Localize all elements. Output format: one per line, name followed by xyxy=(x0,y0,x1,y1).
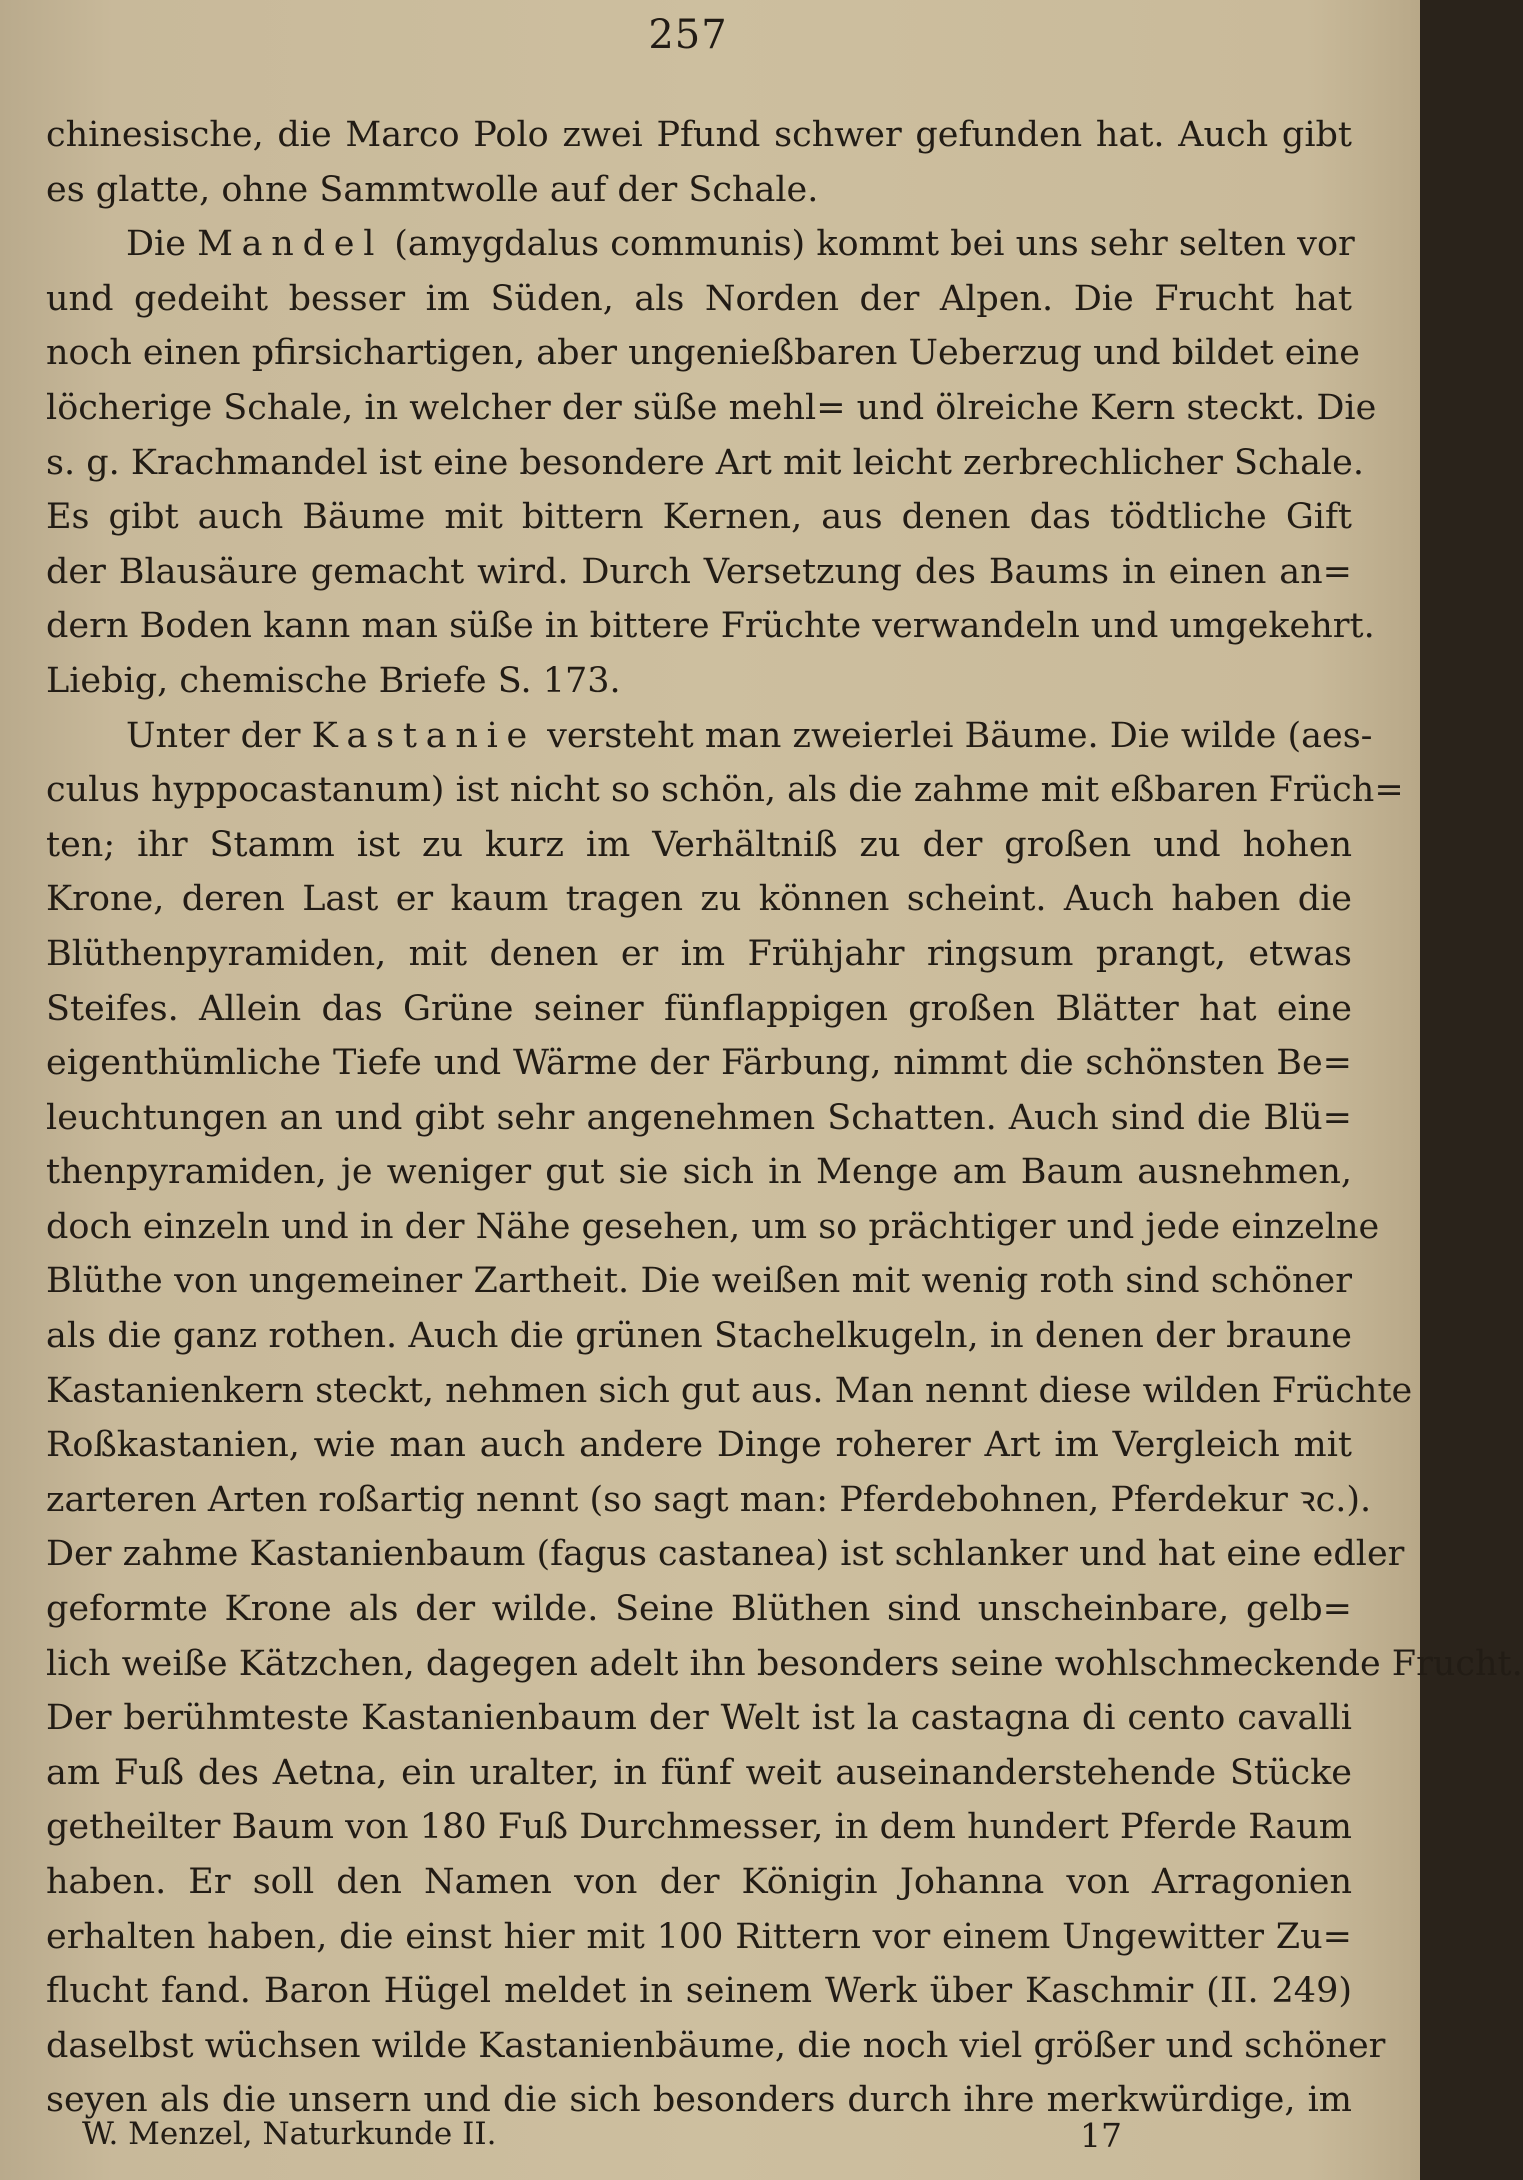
text-line xyxy=(46,163,1352,218)
text-line xyxy=(46,872,1352,927)
line-text: flucht fand. Baron Hügel meldet in seinem Werk über Kaschmir (II. 249) xyxy=(46,1971,1352,2012)
emphasized-term: Kastanie xyxy=(311,715,537,756)
text-line xyxy=(46,818,1352,873)
line-text: löcherige Schale, in welcher der süße mehl= und ölreiche Kern steckt. Die xyxy=(46,387,1377,428)
line-text: leuchtungen an und gibt sehr angenehmen Schatten. Auch sind die Blü= xyxy=(46,1097,1352,1138)
line-text: noch einen pfirsichartigen, aber ungenießbaren Ueberzug und bildet eine xyxy=(46,333,1360,374)
line-text: getheilter Baum von 180 Fuß Durchmesser, in dem hundert Pferde Raum xyxy=(46,1807,1352,1848)
text-line xyxy=(46,217,1355,272)
line-text: doch einzeln und in der Nähe gesehen, um so prächtiger und jede einzelne xyxy=(46,1206,1380,1247)
line-text: dern Boden kann man süße in bittere Früchte verwandeln und umgekehrt. xyxy=(46,606,1375,647)
line-text: haben. Er soll den Namen von der Königin Johanna von Arragonien xyxy=(46,1862,1352,1902)
text-line xyxy=(46,982,1352,1037)
text-line xyxy=(46,1910,1352,1965)
line-text: Blüthe von ungemeiner Zartheit. Die weißen mit wenig roth sind schöner xyxy=(46,1261,1352,1302)
line-text: erhalten haben, die einst hier mit 100 Rittern vor einem Ungewitter Zu= xyxy=(46,1916,1352,1957)
line-text: als die ganz rothen. Auch die grünen Stachelkugeln, in denen der braune xyxy=(46,1316,1352,1357)
line-text: es glatte, ohne Sammtwolle auf der Schale. xyxy=(46,169,819,210)
line-text: Roßkastanien, wie man auch andere Dinge roherer Art im Vergleich mit xyxy=(46,1425,1352,1466)
page-footer xyxy=(82,2116,1122,2155)
line-text: der Blausäure gemacht wird. Durch Versetzung des Baums in einen an= xyxy=(46,551,1352,592)
line-text: Blüthenpyramiden, mit denen er im Frühjahr ringsum prangt, etwas xyxy=(46,933,1352,974)
text-line xyxy=(46,1746,1352,1801)
text-line xyxy=(46,272,1352,327)
emphasized-term: Mandel xyxy=(197,224,384,265)
text-line xyxy=(46,654,1352,709)
line-text: Steifes. Allein das Grüne seiner fünflappigen großen Blätter hat eine xyxy=(46,988,1352,1029)
page-number: 257 xyxy=(648,12,728,58)
footer-author: W. Menzel, Naturkunde II. xyxy=(82,2116,497,2152)
text-line xyxy=(46,1691,1352,1746)
text-line xyxy=(46,326,1360,381)
line-text: am Fuß des Aetna, ein uralter, in fünf weit auseinanderstehende Stücke xyxy=(46,1752,1352,1793)
line-text: Es gibt auch Bäume mit bittern Kernen, aus denen das tödtliche Gift xyxy=(46,497,1352,538)
text-line xyxy=(46,1145,1352,1200)
line-text: zarteren Arten roßartig nennt (so sagt man: Pferdebohnen, Pferdekur ꝛc.). xyxy=(46,1479,1372,1520)
text-line xyxy=(46,1418,1352,1473)
line-text: culus hyppocastanum) ist nicht so schön, als die zahme mit eßbaren Früch= xyxy=(46,770,1404,811)
line-text: chinesische, die Marco Polo zwei Pfund schwer gefunden hat. Auch gibt xyxy=(46,115,1352,155)
text-line xyxy=(46,1200,1380,1255)
line-text: lich weiße Kätzchen, dagegen adelt ihn besonders seine wohlschmeckende Frucht. xyxy=(46,1643,1523,1684)
text-line xyxy=(46,381,1377,436)
line-text: und gedeiht besser im Süden, als Norden der Alpen. Die Frucht hat xyxy=(46,278,1352,319)
text-line xyxy=(46,2019,1386,2074)
text-line xyxy=(46,709,1373,764)
line-text: versteht man zweierlei Bäume. Die wilde (aes- xyxy=(536,715,1373,756)
line-text: Die xyxy=(126,224,198,265)
text-line xyxy=(46,1582,1352,1637)
line-text: Der zahme Kastanienbaum (fagus castanea) ist schlanker und hat eine edler xyxy=(46,1534,1405,1575)
text-line xyxy=(46,599,1375,654)
text-line xyxy=(46,1473,1372,1528)
text-line xyxy=(46,1800,1352,1855)
line-text: Unter der xyxy=(126,715,312,756)
line-text: (amygdalus communis) kommt bei uns sehr selten vor xyxy=(383,224,1355,265)
text-line xyxy=(46,1527,1405,1582)
text-line xyxy=(46,1637,1523,1692)
line-text: ten; ihr Stamm ist zu kurz im Verhältniß zu der großen und hohen xyxy=(46,824,1352,865)
body-text xyxy=(46,108,1523,2128)
line-text: thenpyramiden, je weniger gut sie sich in Menge am Baum ausnehmen, xyxy=(46,1152,1352,1193)
line-text: Liebig, chemische Briefe S. 173. xyxy=(46,660,621,701)
line-text: eigenthümliche Tiefe und Wärme der Färbung, nimmt die schönsten Be= xyxy=(46,1043,1352,1084)
signature-mark: 17 xyxy=(1080,2116,1122,2155)
text-line xyxy=(46,1254,1352,1309)
line-text: geformte Krone als der wilde. Seine Blüthen sind unscheinbare, gelb= xyxy=(46,1589,1352,1630)
line-text: s. g. Krachmandel ist eine besondere Art mit leicht zerbrechlicher Schale. xyxy=(46,442,1365,483)
text-line xyxy=(46,108,1352,163)
text-line xyxy=(46,763,1404,818)
text-line xyxy=(46,1855,1352,1910)
text-line xyxy=(46,436,1365,491)
text-line xyxy=(46,545,1352,600)
line-text: daselbst wüchsen wilde Kastanienbäume, die noch viel größer und schöner xyxy=(46,2025,1386,2066)
line-text: Kastanienkern steckt, nehmen sich gut aus. Man nennt diese wilden Früchte xyxy=(46,1370,1413,1411)
line-text: Der berühmteste Kastanienbaum der Welt ist la castagna di cento cavalli xyxy=(46,1698,1352,1739)
line-text: Krone, deren Last er kaum tragen zu können scheint. Auch haben die xyxy=(46,879,1352,920)
text-line xyxy=(46,490,1352,545)
text-line xyxy=(46,1309,1352,1364)
line-text: seyen als die unsern und die sich besonders durch ihre merkwürdige, im xyxy=(46,2080,1352,2121)
text-line xyxy=(46,1964,1352,2019)
text-line xyxy=(46,1091,1352,1146)
text-line xyxy=(46,1036,1352,1091)
text-line xyxy=(46,927,1352,982)
text-line xyxy=(46,1364,1413,1419)
